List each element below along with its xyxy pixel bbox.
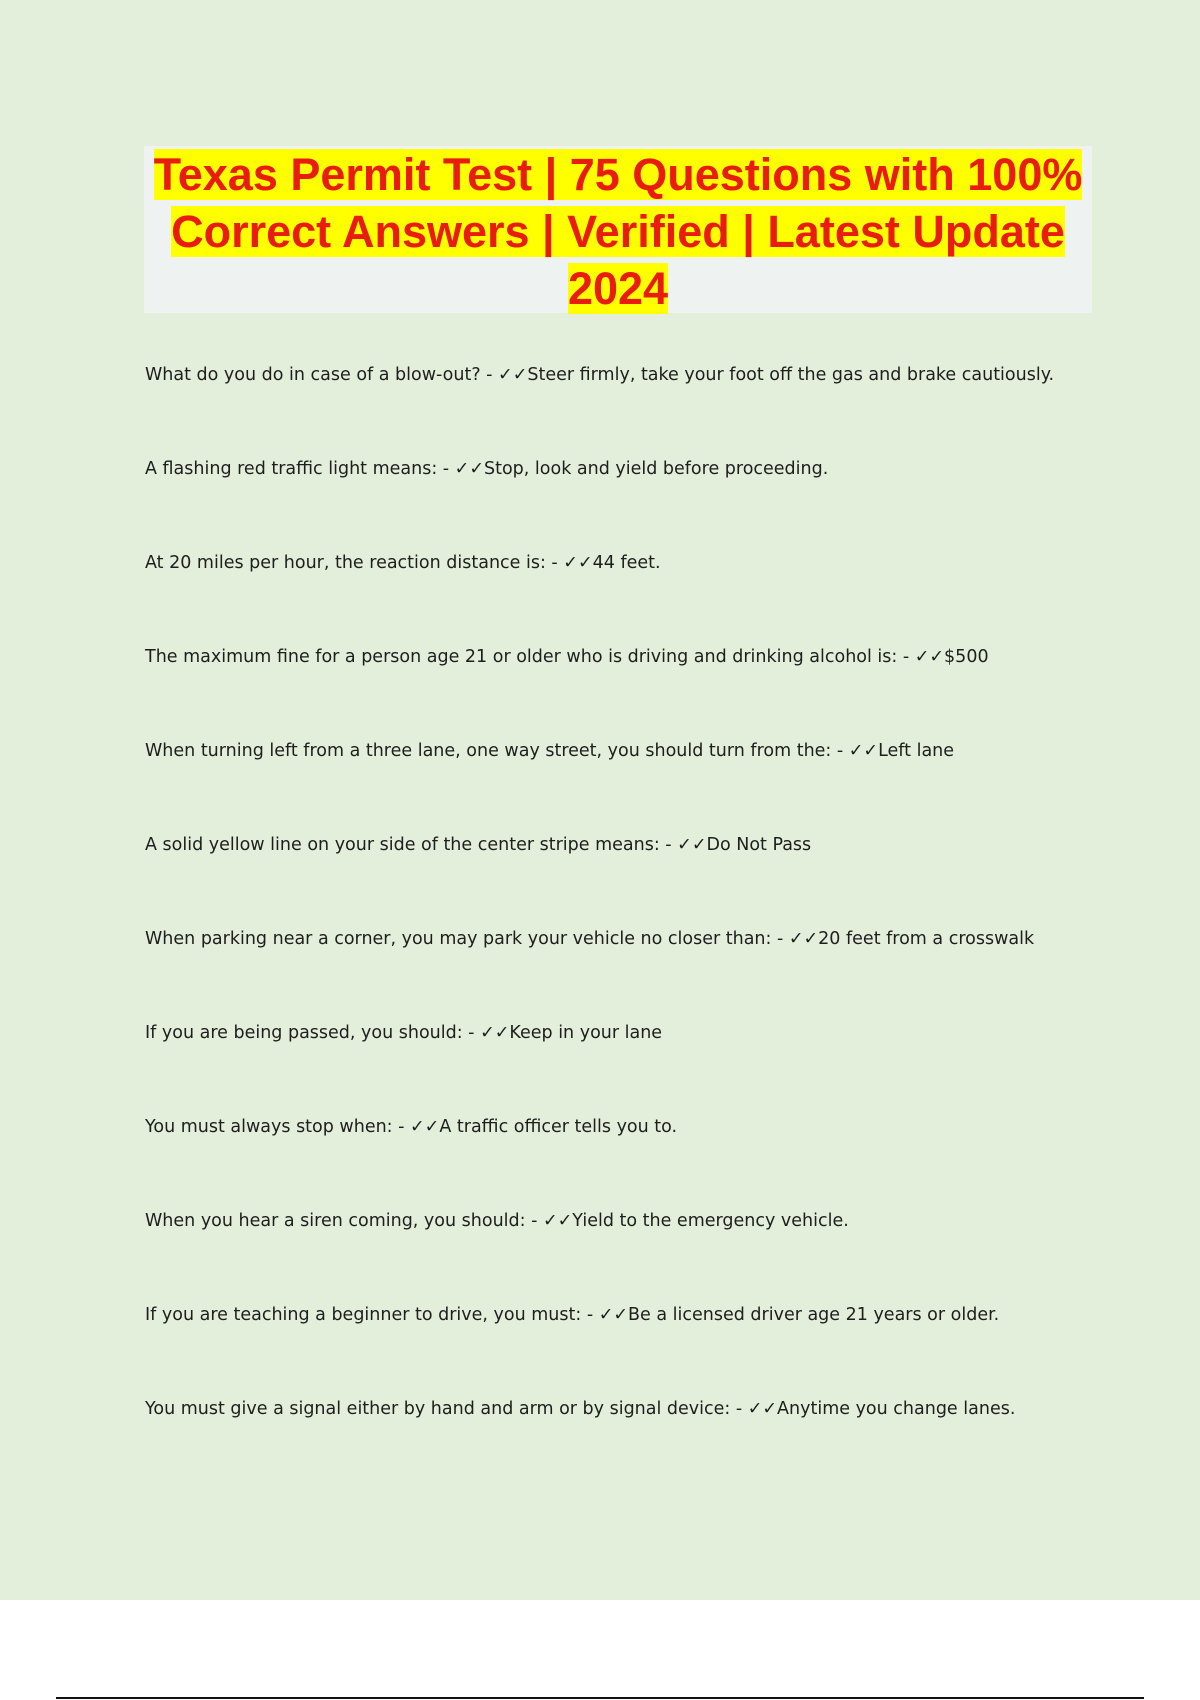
qa-item: You must always stop when: - ✓✓A traffic officer tells you to.	[145, 1117, 678, 1137]
qa-item: When you hear a siren coming, you should: - ✓✓Yield to the emergency vehicle.	[145, 1211, 849, 1231]
qa-item: If you are being passed, you should: - ✓✓Keep in your lane	[145, 1023, 663, 1043]
title-paragraph	[144, 146, 1092, 317]
qa-item: A flashing red traffic light means: - ✓✓Stop, look and yield before proceeding.	[145, 459, 829, 479]
qa-item: If you are teaching a beginner to drive, you must: - ✓✓Be a licensed driver age 21 years or older.	[145, 1305, 1000, 1325]
qa-item: When parking near a corner, you may park your vehicle no closer than: - ✓✓20 feet from a crosswalk	[145, 929, 1035, 949]
qa-item: What do you do in case of a blow-out? - ✓✓Steer firmly, take your foot off the gas and brake cautiously.	[145, 365, 1055, 385]
document-title: Texas Permit Test | 75 Questions with 100% Correct Answers | Verified | Latest Update 2024	[153, 149, 1083, 314]
footer-divider	[56, 1697, 1144, 1699]
qa-item: The maximum fine for a person age 21 or older who is driving and drinking alcohol is: - ✓✓$500	[145, 647, 989, 667]
title-banner	[144, 146, 1092, 313]
question-answer-list	[145, 360, 1105, 1488]
qa-item: When turning left from a three lane, one way street, you should turn from the: - ✓✓Left lane	[145, 741, 955, 761]
qa-item: You must give a signal either by hand and arm or by signal device: - ✓✓Anytime you change lanes.	[145, 1399, 1016, 1419]
qa-item: At 20 miles per hour, the reaction distance is: - ✓✓44 feet.	[145, 553, 661, 573]
qa-item: A solid yellow line on your side of the center stripe means: - ✓✓Do Not Pass	[145, 835, 812, 855]
